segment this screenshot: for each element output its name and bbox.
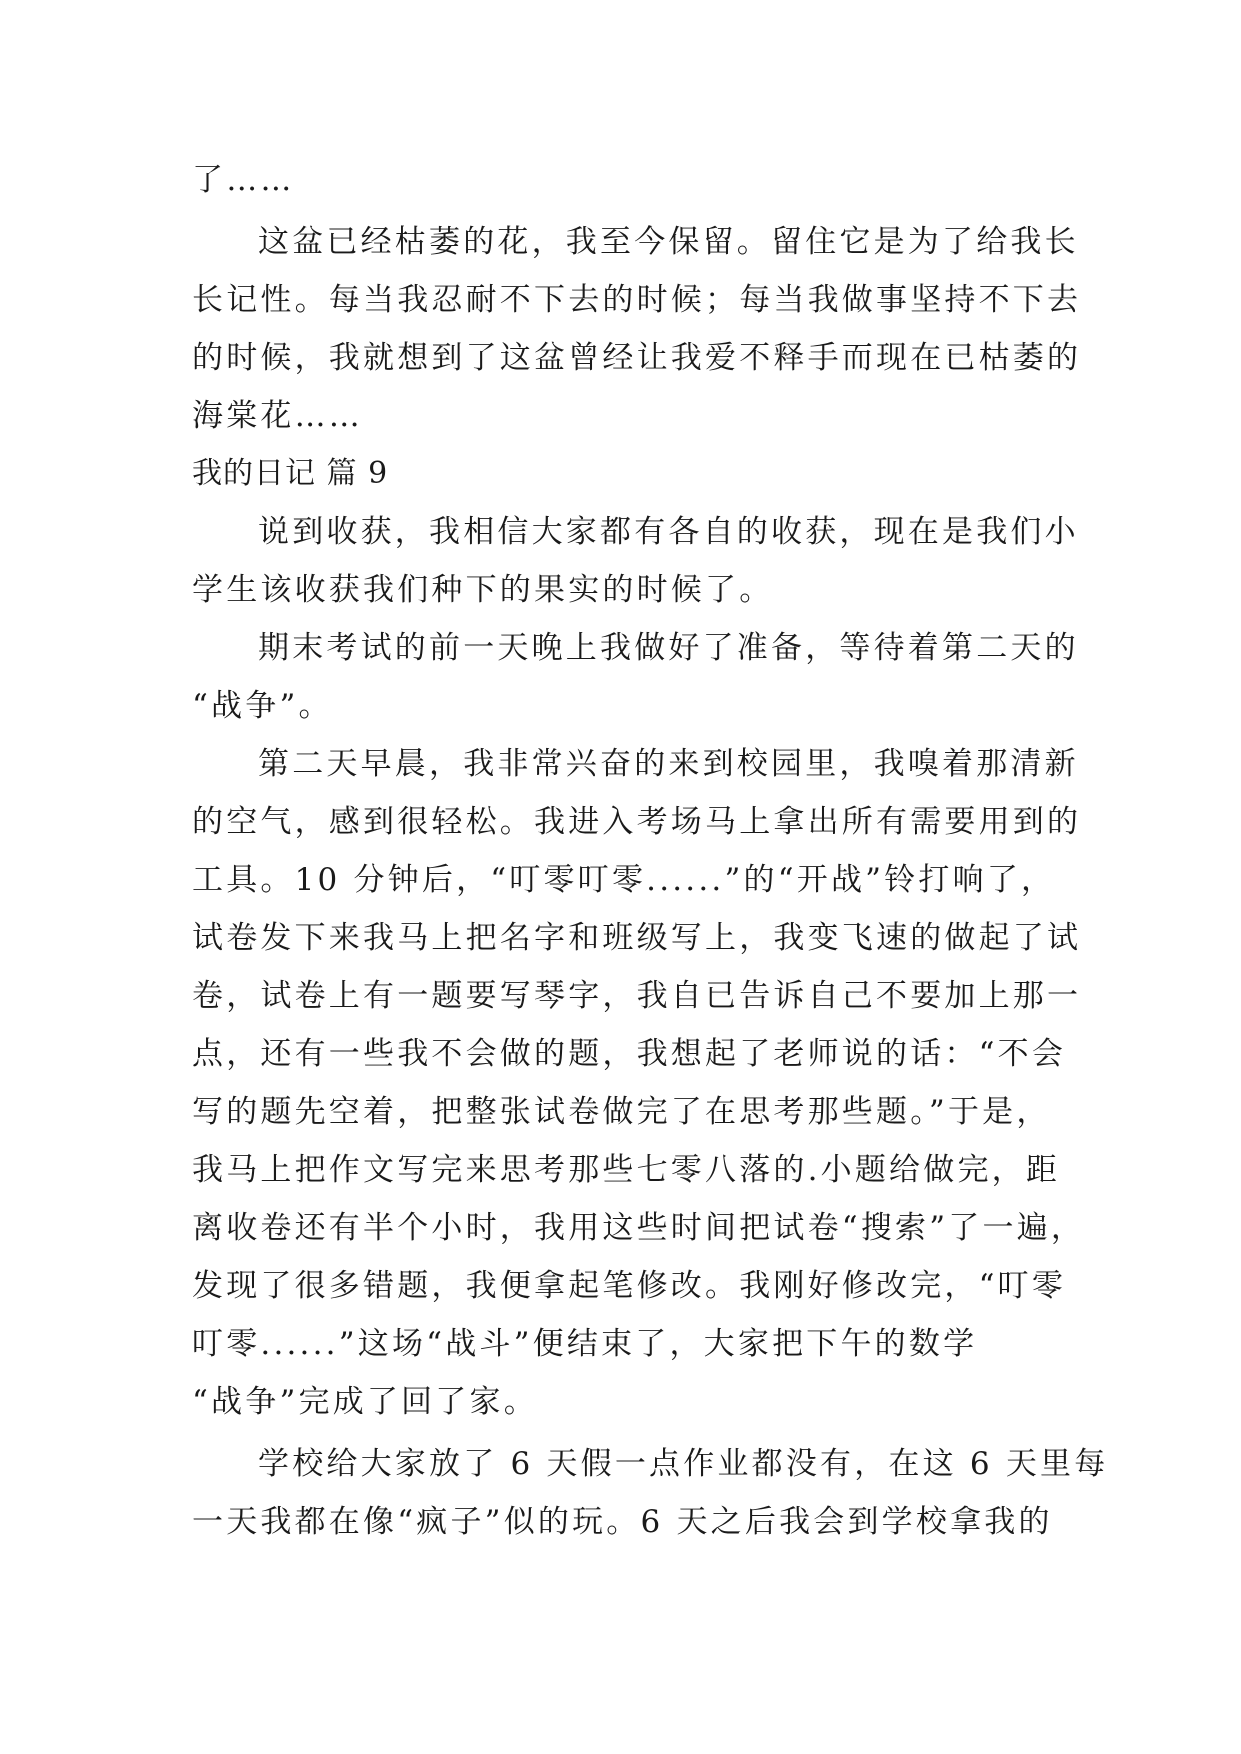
text-line: 点，还有一些我不会做的题，我想起了老师说的话：“不会 xyxy=(192,1036,1067,1072)
text-line: 学校给大家放了 6 天假一点作业都没有，在这 6 天里每 xyxy=(258,1446,1109,1482)
text-line: 第二天早晨，我非常兴奋的来到校园里，我嗅着那清新 xyxy=(258,746,1079,782)
text-line: 发现了很多错题，我便拿起笔修改。我刚好修改完，“叮零 xyxy=(192,1268,1067,1304)
text-line: 写的题先空着，把整张试卷做完了在思考那些题。”于是， xyxy=(192,1094,1051,1130)
text-line: 一天我都在像“疯子”似的玩。6 天之后我会到学校拿我的 xyxy=(192,1504,1053,1540)
text-line: “战争”。 xyxy=(192,688,333,724)
text-line: 叮零......”这场“战斗”便结束了，大家把下午的数学 xyxy=(192,1326,978,1362)
text-line: 这盆已经枯萎的花，我至今保留。留住它是为了给我长 xyxy=(258,224,1079,260)
text-line: 说到收获，我相信大家都有各自的收获，现在是我们小 xyxy=(258,514,1079,550)
text-line: 离收卷还有半个小时，我用这些时间把试卷“搜索”了一遍， xyxy=(192,1210,1086,1246)
text-line: 试卷发下来我马上把名字和班级写上，我变飞速的做起了试 xyxy=(192,920,1082,956)
text-line: 期末考试的前一天晚上我做好了准备，等待着第二天的 xyxy=(258,630,1079,666)
text-line: 了…… xyxy=(192,162,295,198)
section-heading: 我的日记 篇 9 xyxy=(192,456,389,491)
text-line: 长记性。每当我忍耐不下去的时候；每当我做事坚持不下去 xyxy=(192,282,1082,318)
text-line: 卷，试卷上有一题要写琴字，我自已告诉自己不要加上那一 xyxy=(192,978,1082,1014)
text-line: “战争”完成了回了家。 xyxy=(192,1384,538,1420)
text-line: 的时候，我就想到了这盆曾经让我爱不释手而现在已枯萎的 xyxy=(192,340,1082,376)
text-line: 的空气，感到很轻松。我进入考场马上拿出所有需要用到的 xyxy=(192,804,1082,840)
text-line: 学生该收获我们种下的果实的时候了。 xyxy=(192,572,774,608)
text-line: 工具。10 分钟后，“叮零叮零......”的“开战”铃打响了， xyxy=(192,862,1056,898)
text-line: 海棠花…… xyxy=(192,398,363,434)
text-line: 我马上把作文写完来思考那些七零八落的.小题给做完，距 xyxy=(192,1152,1061,1188)
